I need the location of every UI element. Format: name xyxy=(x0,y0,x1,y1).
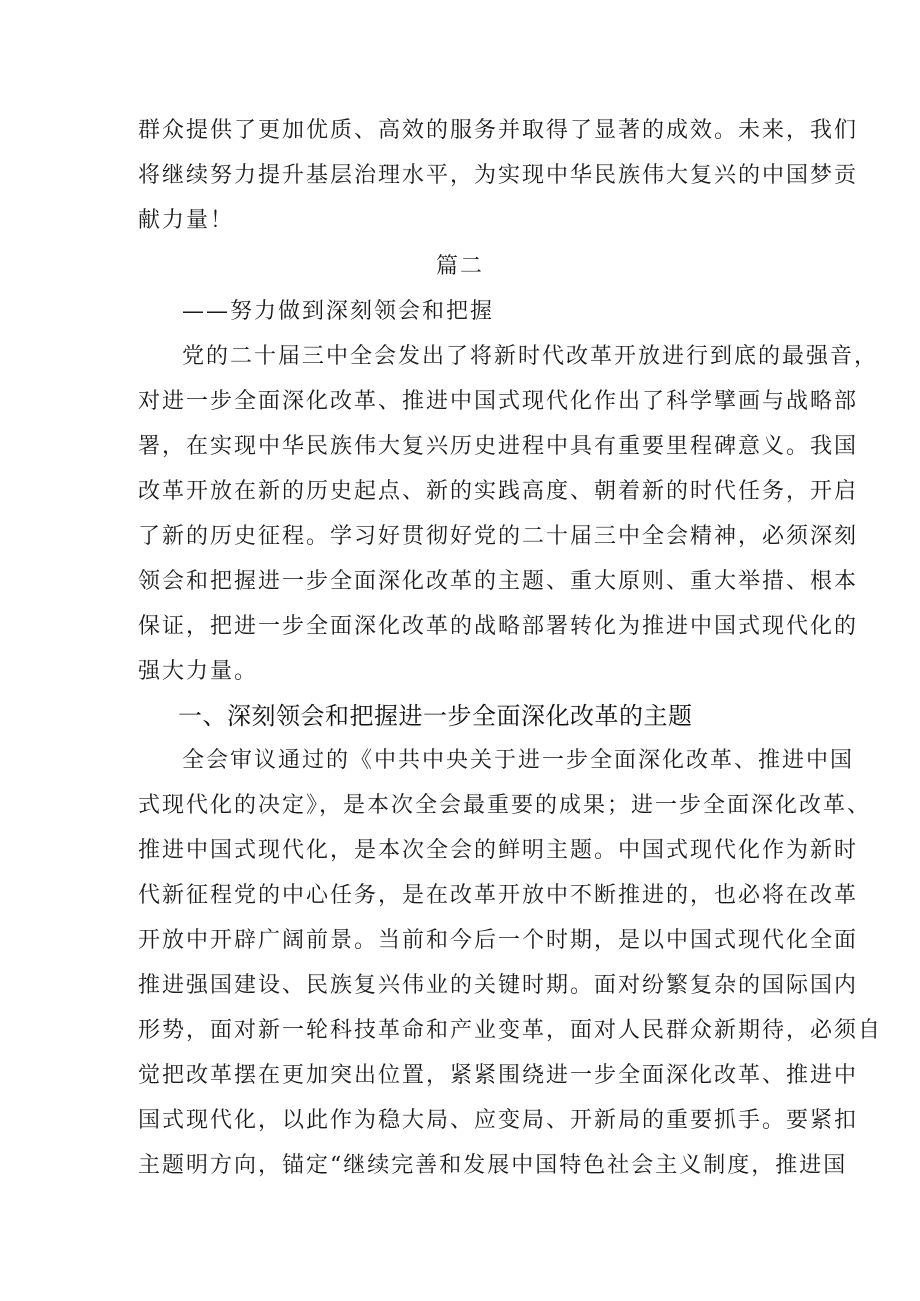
paragraph-2-line-6: 推进强国建设、民族复兴伟业的关键时期。面对纷繁复杂的国际国内 xyxy=(138,973,859,998)
paragraph-1-line-3: 署，在实现中华民族伟大复兴历史进程中具有重要里程碑意义。我国 xyxy=(138,434,859,459)
section-subtitle: ——努力做到深刻领会和把握 xyxy=(182,299,495,324)
paragraph-2-line-4: 代新征程党的中心任务，是在改革开放中不断推进的，也必将在改革 xyxy=(138,883,859,908)
paragraph-2-line-5: 开放中开辟广阔前景。当前和今后一个时期，是以中国式现代化全面 xyxy=(138,928,859,953)
paragraph-2-line-3: 推进中国式现代化，是本次全会的鲜明主题。中国式现代化作为新时 xyxy=(138,838,859,863)
paragraph-1-line-1: 党的二十届三中全会发出了将新时代改革开放进行到底的最强音， xyxy=(182,344,879,369)
paragraph-2-line-7: 形势，面对新一轮科技革命和产业变革，面对人民群众新期待，必须自 xyxy=(138,1018,883,1043)
paragraph-2-line-10: 主题明方向，锚定“继续完善和发展中国特色社会主义制度，推进国 xyxy=(138,1153,848,1178)
paragraph-2-line-9: 国式现代化，以此作为稳大局、应变局、开新局的重要抓手。要紧扣 xyxy=(138,1108,859,1133)
intro-line-3: 献力量！ xyxy=(138,208,235,233)
paragraph-1-line-7: 保证，把进一步全面深化改革的战略部署转化为推进中国式现代化的 xyxy=(138,614,859,639)
paragraph-1-line-4: 改革开放在新的历史起点、新的实践高度、朝着新的时代任务，开启 xyxy=(138,479,859,504)
paragraph-2-line-8: 觉把改革摆在更加突出位置，紧紧围绕进一步全面深化改革、推进中 xyxy=(138,1063,859,1088)
paragraph-1-line-5: 了新的历史征程。学习好贯彻好党的二十届三中全会精神，必须深刻 xyxy=(138,524,859,549)
paragraph-1-line-6: 领会和把握进一步全面深化改革的主题、重大原则、重大举措、根本 xyxy=(138,569,859,594)
heading-1: 一、深刻领会和把握进一步全面深化改革的主题 xyxy=(178,702,693,730)
section-title: 篇二 xyxy=(435,254,484,279)
paragraph-2-line-1: 全会审议通过的《中共中央关于进一步全面深化改革、推进中国 xyxy=(182,748,855,773)
paragraph-2-line-2: 式现代化的决定》，是本次全会最重要的成果；进一步全面深化改革、 xyxy=(138,793,872,818)
paragraph-1-line-8: 强大力量。 xyxy=(138,659,259,684)
paragraph-1-line-2: 对进一步全面深化改革、推进中国式现代化作出了科学擘画与战略部 xyxy=(138,389,859,414)
intro-line-2: 将继续努力提升基层治理水平，为实现中华民族伟大复兴的中国梦贡 xyxy=(138,163,859,188)
intro-line-1: 群众提供了更加优质、高效的服务并取得了显著的成效。未来，我们 xyxy=(138,118,859,143)
